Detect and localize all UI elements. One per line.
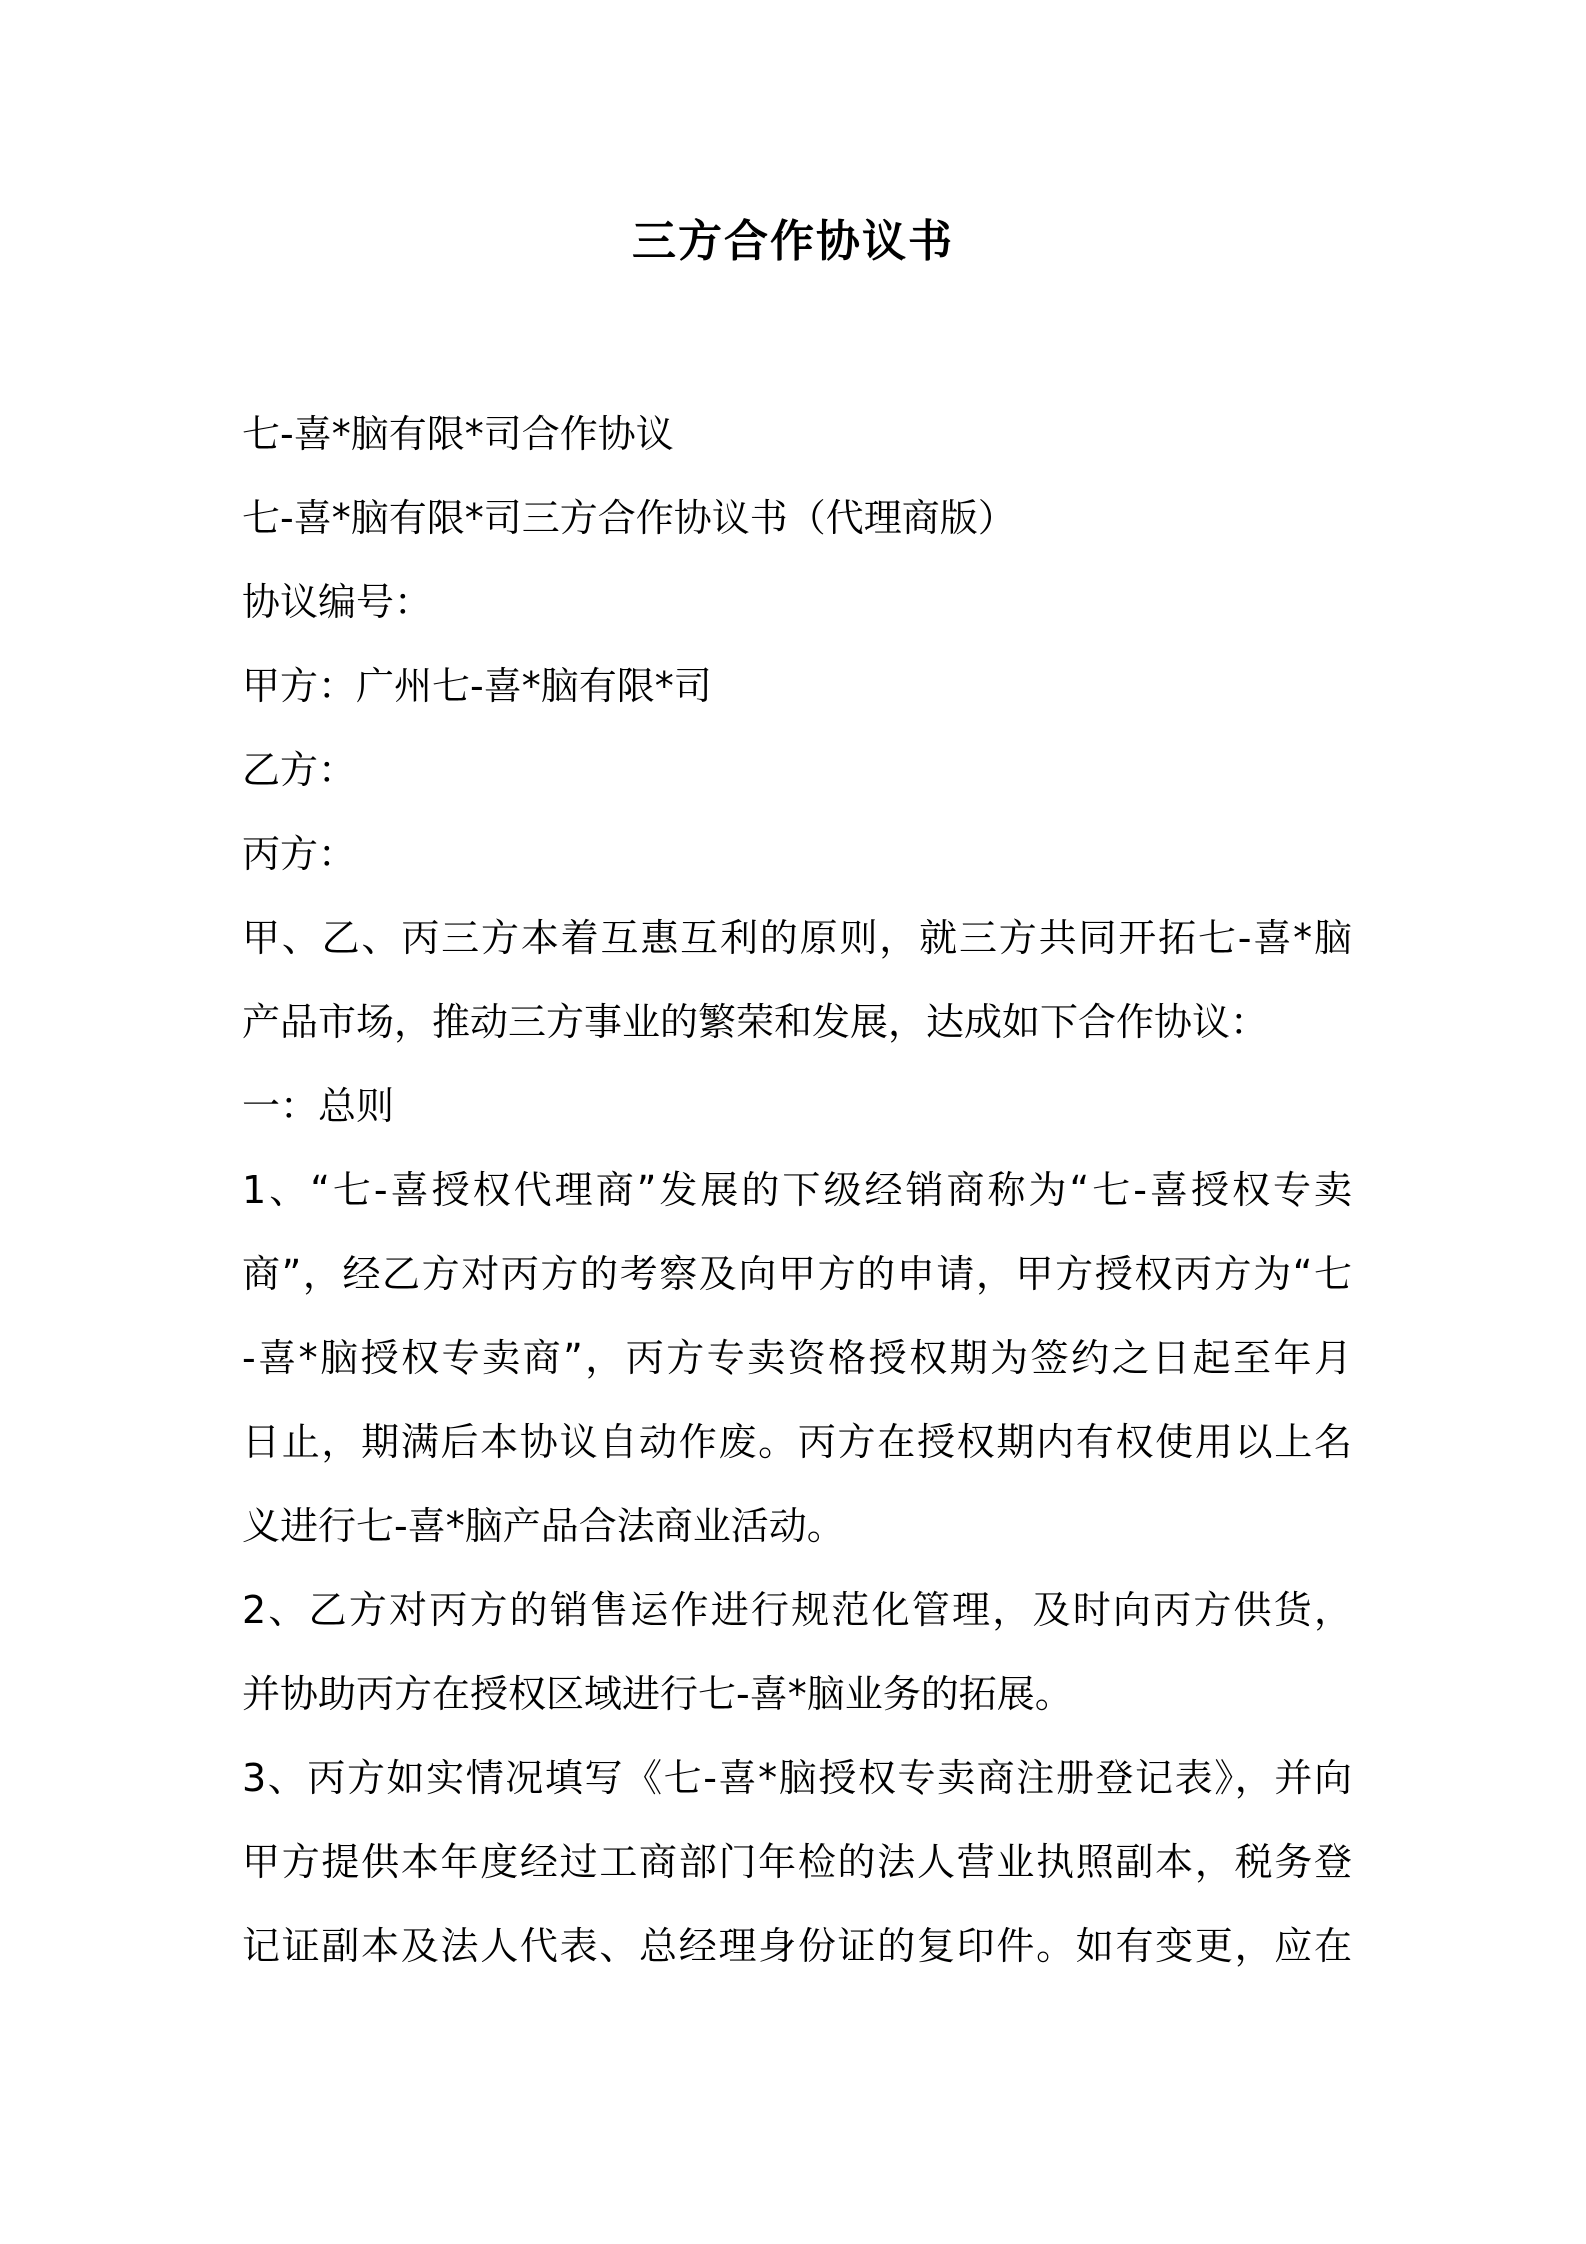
text-line-clause-3c: 记证副本及法人代表、总经理身份证的复印件。如有变更，应在	[242, 1924, 1352, 1968]
text-line-subtitle: 七-喜*脑有限*司三方合作协议书（代理商版）	[242, 496, 1016, 540]
text-line-preamble-1: 甲、乙、丙三方本着互惠互利的原则，就三方共同开拓七-喜*脑	[242, 916, 1352, 960]
text-line-clause-1d: 日止，期满后本协议自动作废。丙方在授权期内有权使用以上名	[242, 1420, 1352, 1464]
text-line-clause-1b: 商”，经乙方对丙方的考察及向甲方的申请，甲方授权丙方为“七	[242, 1252, 1352, 1296]
text-line-clause-2b: 并协助丙方在授权区域进行七-喜*脑业务的拓展。	[242, 1672, 1073, 1716]
document-title: 三方合作协议书	[632, 216, 954, 267]
text-line-section-general: 一：总则	[242, 1084, 395, 1128]
text-line-clause-3a: 3、丙方如实情况填写《七-喜*脑授权专卖商注册登记表》，并向	[242, 1756, 1352, 1800]
text-line-preamble-2: 产品市场，推动三方事业的繁荣和发展，达成如下合作协议：	[242, 1000, 1269, 1044]
text-line-clause-3b: 甲方提供本年度经过工商部门年检的法人营业执照副本，税务登	[242, 1840, 1352, 1884]
text-line-clause-1c: -喜*脑授权专卖商”，丙方专卖资格授权期为签约之日起至年月	[242, 1336, 1352, 1380]
text-line-party-b: 乙方：	[242, 748, 357, 792]
text-line-party-c: 丙方：	[242, 832, 357, 876]
text-line-clause-2a: 2、乙方对丙方的销售运作进行规范化管理，及时向丙方供货，	[242, 1588, 1352, 1632]
text-line-clause-1e: 义进行七-喜*脑产品合法商业活动。	[242, 1504, 845, 1548]
text-line-heading: 七-喜*脑有限*司合作协议	[242, 412, 674, 456]
text-line-agreement-number: 协议编号：	[242, 580, 433, 624]
text-line-clause-1a: 1、“七-喜授权代理商”发展的下级经销商称为“七-喜授权专卖	[242, 1168, 1352, 1212]
text-line-party-a: 甲方：广州七-喜*脑有限*司	[242, 664, 712, 708]
